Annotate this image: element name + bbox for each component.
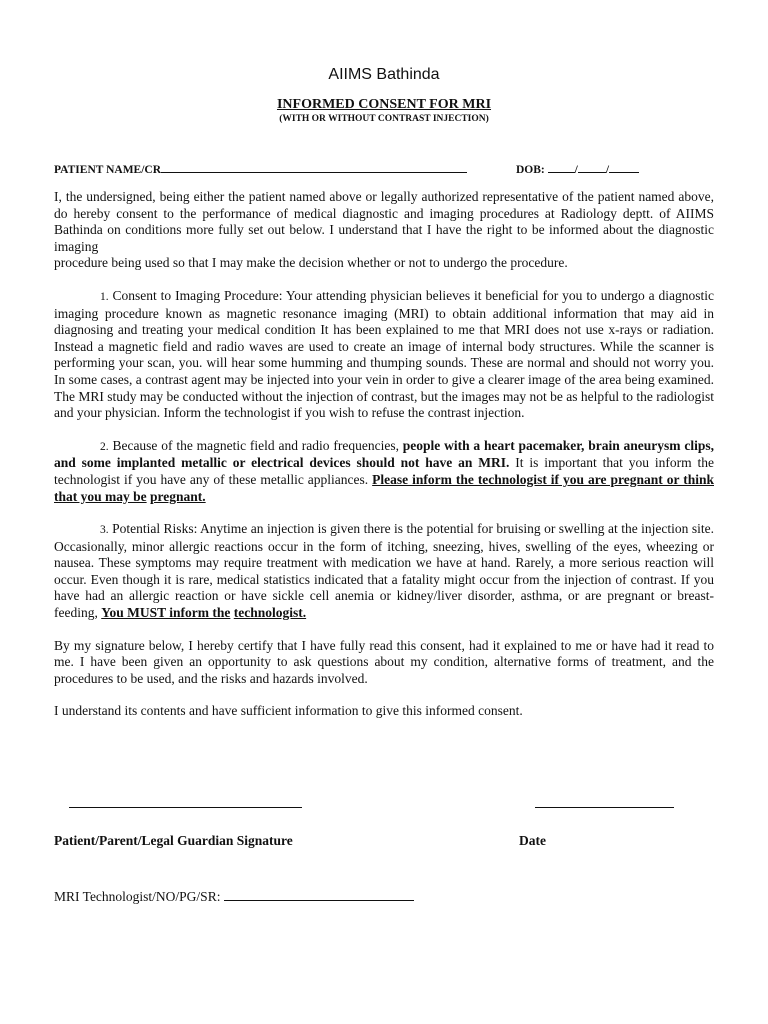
item-2-pregnancy-notice-end: pregnant. (150, 488, 206, 504)
guardian-signature-line[interactable] (69, 806, 302, 808)
patient-info-row (54, 162, 714, 176)
item-2-number: 2. (100, 440, 109, 453)
intro-paragraph-end (54, 255, 714, 272)
understand-text: I understand its contents and have sufficient information to give this informed consent. (54, 703, 523, 719)
consent-body (54, 189, 714, 736)
guardian-signature-label: Patient/Parent/Legal Guardian Signature (54, 833, 293, 848)
technologist-row (54, 888, 414, 905)
certify-text: By my signature below, I hereby certify that I have fully read this consent, had it explained to me or have had it read to me. I have been given an opportunity to ask questions about my condition, alternative forms of treatment, and the procedures to be used, and the risks and hazards involved. (54, 637, 714, 686)
patient-name-field[interactable] (161, 162, 467, 173)
form-subtitle: (WITH OR WITHOUT CONTRAST INJECTION) (279, 114, 489, 124)
certify-paragraph (54, 638, 714, 688)
intro-paragraph (54, 189, 714, 255)
dob-year-field[interactable] (609, 162, 639, 173)
dob-label: DOB: (516, 164, 545, 176)
item-3-notice: You MUST inform the (101, 605, 231, 621)
intro-text: I, the undersigned, being either the patient named above or legally authorized representative of the patient named above, do hereby consent to the performance of medical diagnostic and imaging procedures at Radiology deptt. of AIIMS Bathinda on conditions more fully set out below. I understand that I have the right to be informed about the diagnostic imaging (54, 189, 714, 254)
form-title: INFORMED CONSENT FOR MRI (276, 97, 492, 112)
item-2-text: Because of the magnetic field and radio frequencies, (112, 437, 403, 453)
date-signature-line[interactable] (535, 806, 674, 808)
understand-paragraph (54, 703, 714, 720)
item-3-number: 3. (100, 524, 109, 537)
patient-name-label: PATIENT NAME/CR (54, 164, 162, 176)
item-1-number: 1. (100, 290, 109, 303)
item-1-paragraph (54, 288, 714, 422)
intro-text-end: procedure being used so that I may make the decision whether or not to undergo the procedure. (54, 255, 568, 271)
item-2-paragraph (54, 438, 714, 505)
dob-day-field[interactable] (548, 162, 575, 173)
item-2-warning: people with a heart pacemaker, brain aneurysm clips, and some implanted metallic or electrical devices should not have an MRI. (54, 437, 715, 471)
item-3-notice-end: technologist. (233, 605, 307, 621)
dob-separator: / (574, 164, 578, 176)
technologist-field[interactable] (224, 888, 414, 901)
dob-group (516, 162, 639, 176)
dob-month-field[interactable] (578, 162, 606, 173)
item-1-text: Consent to Imaging Procedure: Your attending physician believes it beneficial for you to undergo a diagnostic imaging procedure known as magnetic resonance imaging (MRI) to obtain additional information that may aid in diagnosing and treating your medical condition It has been explained to me that MRI does not use x-rays or radiation. Instead a magnetic field and radio waves are used to create an image of internal body structures. While the scanner is performing your scan, you. will hear some humming and thumping sounds. These are normal and should not worry you. In some cases, a contrast agent may be injected into your vein in order to give a clearer image of the area being examined. The MRI study may be conducted without the injection of contrast, but the images may not be as helpful to the radiologist and your physician. Inform the technologist if you wish to refuse the contrast injection. (54, 287, 715, 421)
institution-name: AIIMS Bathinda (328, 66, 440, 83)
item-2-pregnancy-notice: Please inform the technologist if you are pregnant or think that you may be (54, 471, 714, 504)
technologist-label: MRI Technologist/NO/PG/SR: (54, 889, 221, 904)
date-label: Date (519, 833, 546, 848)
item-3-text: Potential Risks: Anytime an injection is given there is the potential for bruising or swelling at the injection site. Occasionally, minor allergic reactions occur in the form of itching, sneezing, hives, swelling of the eyes, wheezing or nausea. These symptoms may require treatment with medication we have at hand. Rarely, a more serious reaction will occur. Even though it is rare, medical statistics indicated that a fatality might occur from the injection of contrast. If you have had an allergic reaction or have sickle cell anemia or kidney/liver disorder, asthma, or are pregnant or breast-feeding, (54, 521, 714, 621)
item-2-text-cont: It is important that you inform the technologist if you have any of these metallic appliances. (54, 455, 714, 487)
dob-separator: / (605, 164, 610, 176)
item-3-paragraph (54, 521, 714, 622)
